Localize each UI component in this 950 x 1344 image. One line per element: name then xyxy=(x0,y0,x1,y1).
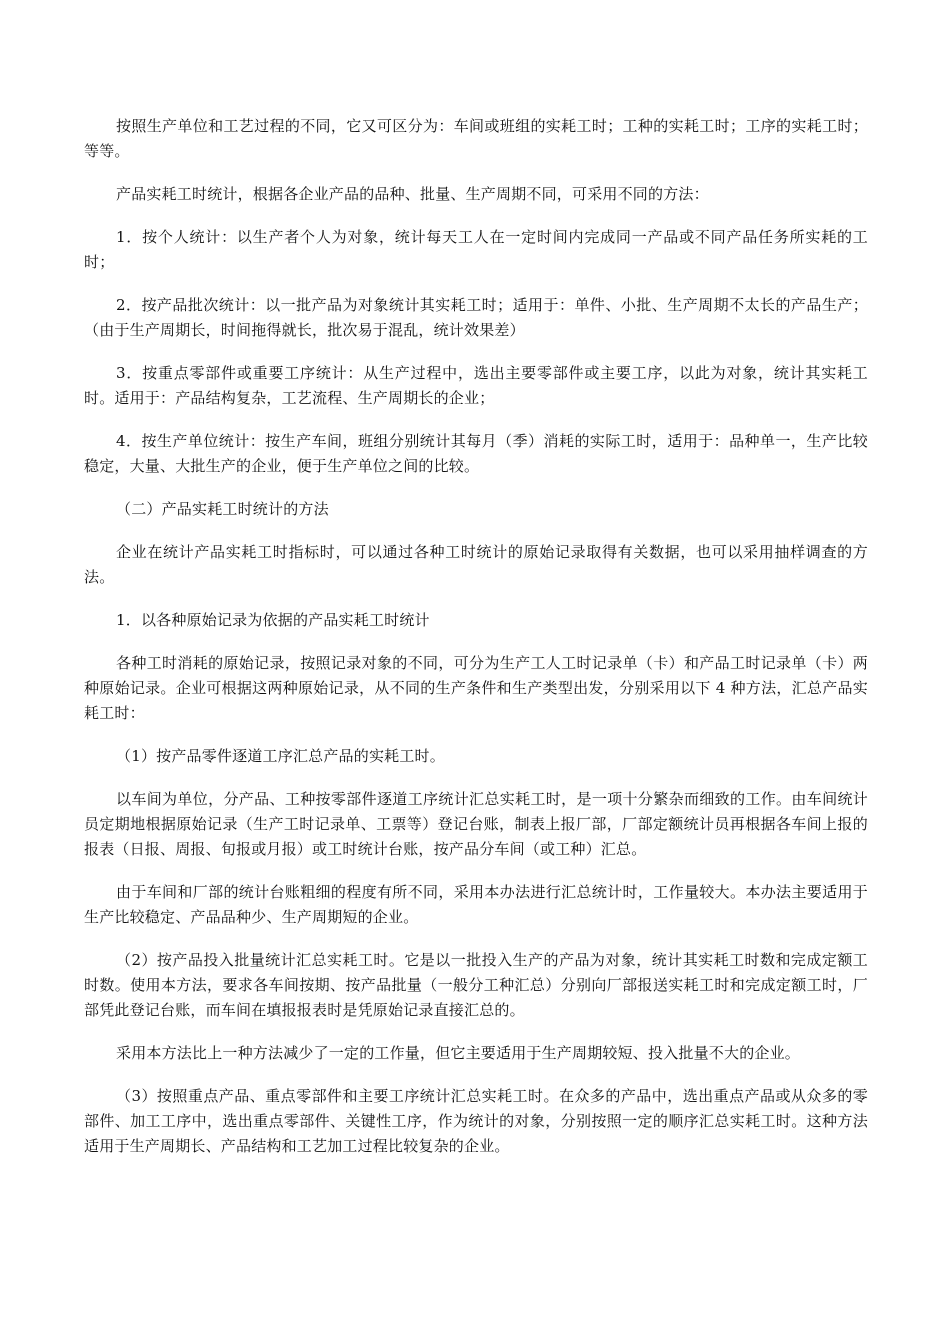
section-heading-methods: （二）产品实耗工时统计的方法 xyxy=(116,500,329,518)
paragraph-batch-applicability: 采用本方法比上一种方法减少了一定的工作量，但它主要适用于生产周期较短、投入批量不大的企业。 xyxy=(116,1044,801,1062)
paragraph-method-2-batch: 2．按产品批次统计：以一批产品为对象统计其实耗工时；适用于：单件、小批、生产周期不太长的产品生产；（由于生产周期长，时间拖得就长，批次易于混乱，统计效果差） xyxy=(84,296,868,339)
paragraph-original-records: 各种工时消耗的原始记录，按照记录对象的不同，可分为生产工人工时记录单（卡）和产品工时记录单（卡）两种原始记录。企业可根据这两种原始记录，从不同的生产条件和生产类型出发，分别采用以下 4 种方法，汇总产品实耗工时： xyxy=(84,654,868,722)
paragraph-batch-method: （2）按产品投入批量统计汇总实耗工时。它是以一批投入生产的产品为对象，统计其实耗工时数和完成定额工时数。使用本方法，要求各车间按期、按产品批量（一般分工种汇总）分别向厂部报送实耗工时和完成定额工时，厂部凭此登记台账，而车间在填报报表时是凭原始记录直接汇总的。 xyxy=(84,951,868,1019)
paragraph-key-products-method: （3）按照重点产品、重点零部件和主要工序统计汇总实耗工时。在众多的产品中，选出重点产品或从众多的零部件、加工工序中，选出重点零部件、关键性工序，作为统计的对象，分别按照一定的顺序汇总实耗工时。这种方法适用于生产周期长、产品结构和工艺加工过程比较复杂的企业。 xyxy=(84,1087,868,1155)
paragraph-method-4-unit: 4．按生产单位统计：按生产车间，班组分别统计其每月（季）消耗的实际工时，适用于：品种单一，生产比较稳定，大量、大批生产的企业，便于生产单位之间的比较。 xyxy=(84,432,868,475)
paragraph-method-1-individual: 1．按个人统计：以生产者个人为对象，统计每天工人在一定时间内完成同一产品或不同产品任务所实耗的工时； xyxy=(84,228,868,271)
subheading-original-records: 1．以各种原始记录为依据的产品实耗工时统计 xyxy=(116,611,430,629)
paragraph-work-hours-classification: 按照生产单位和工艺过程的不同，它又可区分为：车间或班组的实耗工时；工种的实耗工时；工序的实耗工时；等等。 xyxy=(84,117,868,160)
paragraph-method-3-key-parts: 3．按重点零部件或重要工序统计：从生产过程中，选出主要零部件或主要工序，以此为对象，统计其实耗工时。适用于：产品结构复杂，工艺流程、生产周期长的企业； xyxy=(84,364,868,407)
document-page xyxy=(84,114,868,1177)
paragraph-per-process-applicability: 由于车间和厂部的统计台账粗细的程度有所不同，采用本办法进行汇总统计时，工作量较大。本办法主要适用于生产比较稳定、产品品种少、生产周期短的企业。 xyxy=(84,883,868,926)
paragraph-data-sources: 企业在统计产品实耗工时指标时，可以通过各种工时统计的原始记录取得有关数据，也可以采用抽样调查的方法。 xyxy=(84,543,868,586)
subheading-per-process: （1）按产品零件逐道工序汇总产品的实耗工时。 xyxy=(116,747,445,765)
paragraph-statistics-methods-intro: 产品实耗工时统计，根据各企业产品的品种、批量、生产周期不同，可采用不同的方法： xyxy=(116,185,709,203)
paragraph-per-process-detail: 以车间为单位，分产品、工种按零部件逐道工序统计汇总实耗工时，是一项十分繁杂而细致的工作。由车间统计员定期地根据原始记录（生产工时记录单、工票等）登记台账，制表上报厂部，厂部定额统计员再根据各车间上报的报表（日报、周报、旬报或月报）或工时统计台账，按产品分车间（或工种）汇总。 xyxy=(84,790,868,858)
